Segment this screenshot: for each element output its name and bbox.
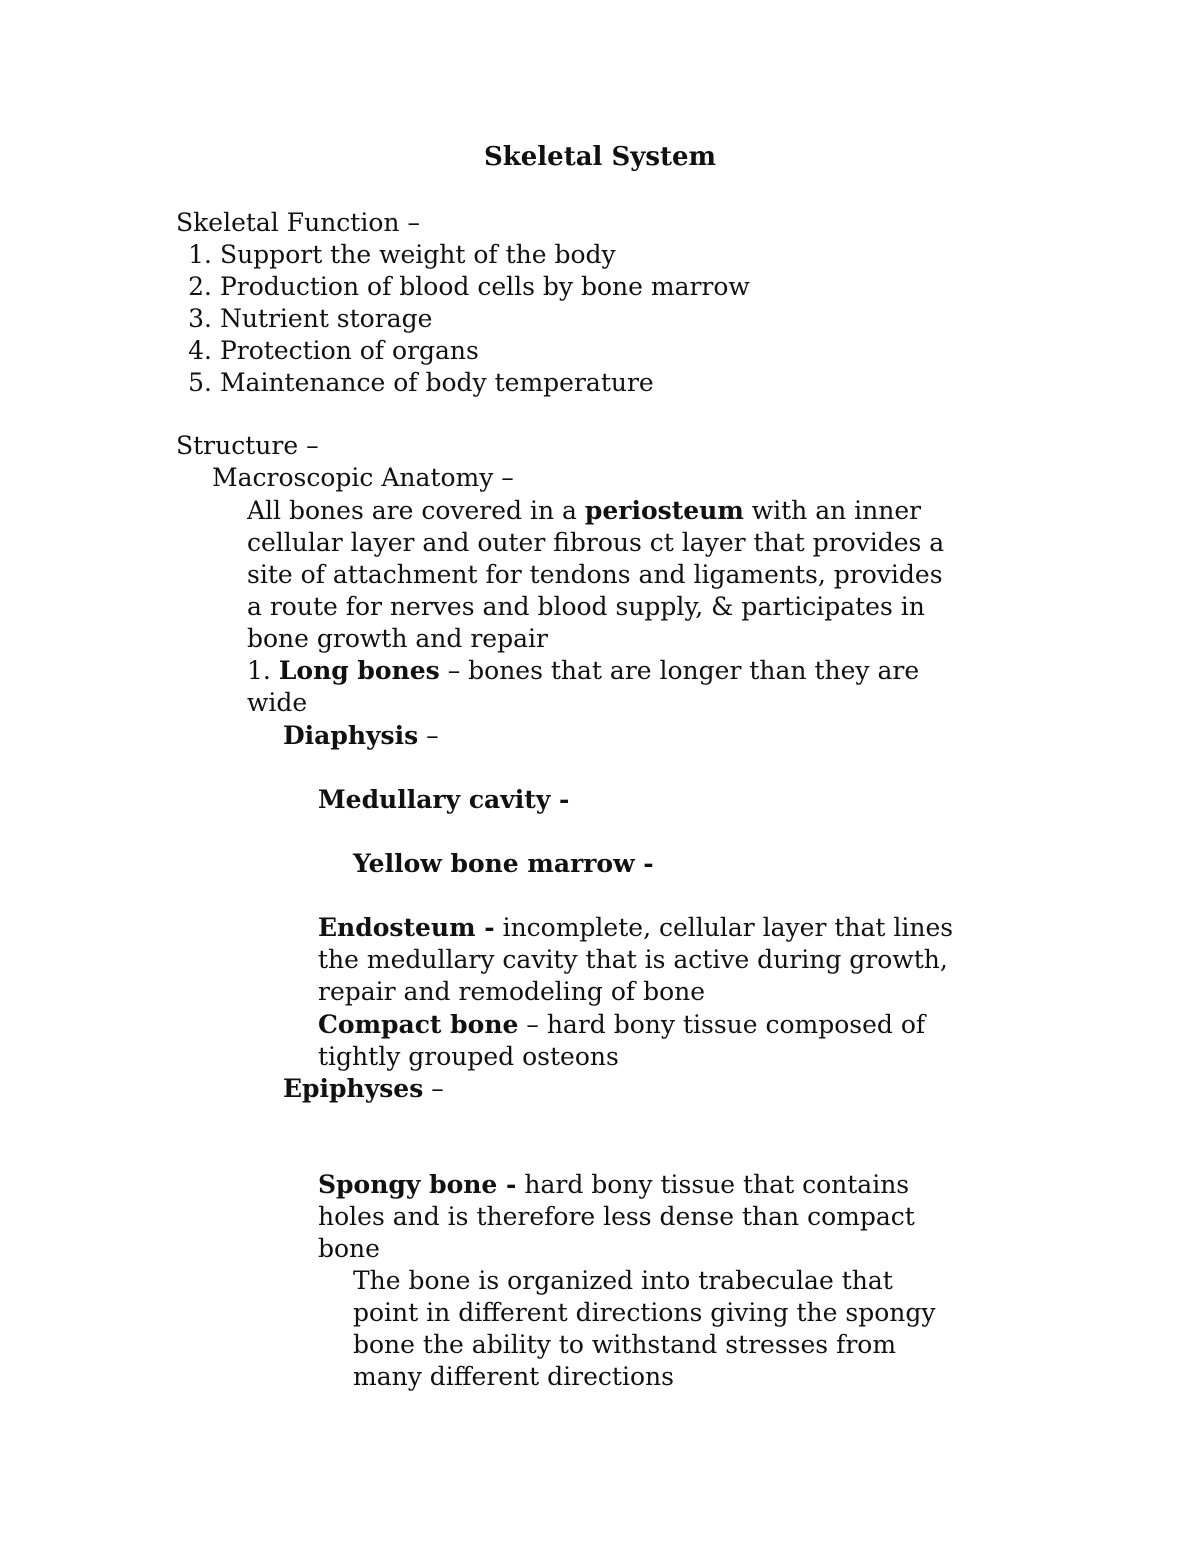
endosteum-definition: incomplete, cellular layer that lines [494,913,954,942]
long-bones-definition-cont: wide [247,688,308,717]
medullary-cavity-line [318,784,569,816]
epiphyses-dash: – [423,1074,444,1103]
spongy-bone-definition: hard bony tissue that contains [516,1170,910,1199]
list-item-number: 3. [188,304,212,333]
list-item-number: 4. [188,336,212,365]
macroscopic-anatomy-heading: Macroscopic Anatomy – [212,463,514,492]
diaphysis-line [283,720,439,752]
compact-bone-definition: – hard bony tissue composed of [518,1010,926,1039]
periosteum-term: periosteum [584,496,744,525]
list-item-text: Production of blood cells by bone marrow [219,272,750,301]
long-bones-line [247,655,919,687]
trabeculae-paragraph-line: The bone is organized into trabeculae that [353,1266,893,1295]
list-item-text: Protection of organs [219,336,479,365]
spongy-bone-definition-cont: holes and is therefore less dense than compact [318,1202,915,1231]
spongy-bone-definition-cont: bone [318,1234,380,1263]
list-item-text: Maintenance of body temperature [219,368,654,397]
trabeculae-paragraph-line: point in different directions giving the spongy [353,1298,936,1327]
skeletal-function-heading: Skeletal Function – [176,208,420,237]
list-item [176,367,654,399]
medullary-cavity-term: Medullary cavity - [318,785,570,814]
list-item [176,303,432,335]
long-bones-term: Long bones [278,656,440,685]
long-bones-number: 1. [247,656,271,685]
endosteum-definition-cont: repair and remodeling of bone [318,977,706,1006]
trabeculae-paragraph-line: bone the ability to withstand stresses from [353,1330,897,1359]
compact-bone-definition-cont: tightly grouped osteons [318,1042,619,1071]
structure-heading: Structure – [176,431,319,460]
periosteum-post: with an inner [743,496,922,525]
endosteum-definition-cont: the medullary cavity that is active during growth, [318,945,948,974]
list-item [176,335,479,367]
diaphysis-term: Diaphysis [283,721,419,750]
spongy-bone-line [318,1169,909,1201]
spongy-bone-term: Spongy bone - [318,1170,517,1199]
list-item-text: Nutrient storage [219,304,433,333]
epiphyses-term: Epiphyses [283,1074,424,1103]
periosteum-paragraph-line: a route for nerves and blood supply, & participates in [247,592,925,621]
trabeculae-paragraph-line: many different directions [353,1362,674,1391]
epiphyses-line [283,1073,444,1105]
page-title: Skeletal System [483,142,717,172]
list-item-number: 5. [188,368,212,397]
list-item [176,271,750,303]
yellow-marrow-term: Yellow bone marrow - [353,849,654,878]
list-item-number: 1. [188,240,212,269]
periosteum-paragraph-line [247,495,921,527]
diaphysis-dash: – [418,721,439,750]
periosteum-paragraph-line: cellular layer and outer fibrous ct layer that provides a [247,528,945,557]
periosteum-paragraph-line: site of attachment for tendons and ligaments, provides [247,560,943,589]
list-item-text: Support the weight of the body [219,240,616,269]
endosteum-line [318,912,953,944]
compact-bone-line [318,1009,925,1041]
periosteum-pre: All bones are covered in a [247,496,585,525]
yellow-marrow-line [353,848,654,880]
list-item [176,239,616,271]
periosteum-paragraph-line: bone growth and repair [247,624,548,653]
compact-bone-term: Compact bone [318,1010,519,1039]
endosteum-term: Endosteum - [318,913,495,942]
long-bones-definition: – bones that are longer than they are [439,656,920,685]
list-item-number: 2. [188,272,212,301]
